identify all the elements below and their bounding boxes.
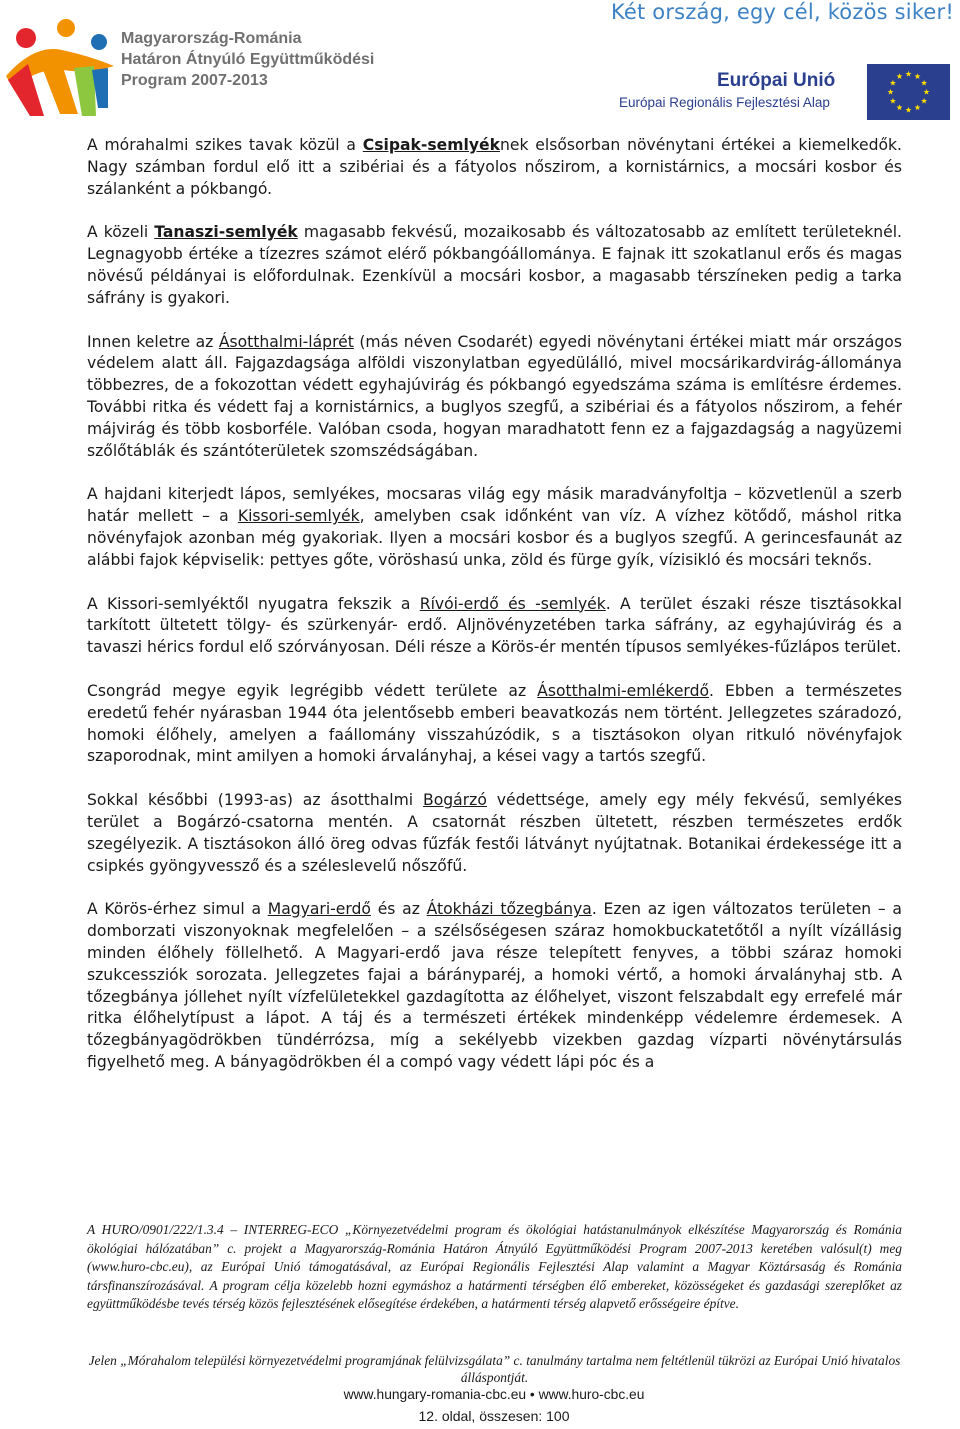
paragraph: Sokkal későbbi (1993-as) az ásotthalmi Bogárzó védettsége, amely egy mély fekvésű, semlyékes terület a Bogárzó-csatorna mentén. A csatornát részben ültetett, részben természetes erdők szegélyezik. A tisztásokon álló öreg odvas fűzfák festői látványt nyújtatnak. Botanikai érdekessége itt a csipkés gyöngyvessző és a széleslevelű nőszőfű. xyxy=(87,791,902,875)
paragraph: Innen keletre az Ásotthalmi-láprét (más néven Csodarét) egyedi növénytani értékei miatt már országos védelem alatt áll. Fajgazdagsága alföldi viszonylatban egyedülálló, mivel mocsárikardvirág-állománya többezres, de a fokozottan védett egyhajúvirág és pókbangó egyedszáma száma is említésre érdemes. További ritka és védett faj a kornistárnics, a buglyos szegfű, a szibériai és a fátyolos nőszirom, a fehér májvirág és több kosborféle. Valóban csoda, hogyan maradhatott fenn ez a fajgazdagság a nagyüzemi szőlőtáblák és szántóterületek szomszédságában. xyxy=(87,332,902,460)
paragraph: A hajdani kiterjedt lápos, semlyékes, mocsaras világ egy másik maradványfoltja – közvetlenül a szerb határ mellett – a Kissori-semlyék, amelyben csak időnként van víz. A vízhez kötődő, máshol ritka növényfajok azonban még gyakoriak. Ilyen a mocsári kosbor és a buglyos szegfű. A gerincesfaunát az alábbi fajok képviselik: pettyes gőte, vöröshasú unka, zöld és fürge gyík, vízisikló és mocsári teknős. xyxy=(87,485,902,569)
place-link-atokhazi[interactable]: Átokházi tőzegbánya xyxy=(426,900,592,919)
place-link-csipak[interactable]: Csipak-semlyék xyxy=(362,136,500,154)
website-links: www.hungary-romania-cbc.eu • www.huro-cbc.eu xyxy=(343,1387,645,1402)
paragraph: A Körös-érhez simul a Magyari-erdő és az Átokházi tőzegbánya. Ezen az igen változatos területen – a domborzati viszonyoknak megfelelően – a szélsőségesen száraz homokbuckatetőtől a nyílt vízállásig minden élőhely föllelhető. A Magyari-erdő java része telepített fenyves, a többi száraz homoki szukcessziók sorozata. Jellegzetes fajai a bárányparéj, a homoki vértő, a homoki árvalányhaj stb. A tőzegbánya jóllehet nyílt vízfelületekkel gazdagította az élőhelyet, viszont felszabdalt egy errefelé már ritka élőhelytípust a lápot. A táj és a természeti értékek mindenképp védelemre érdemesek. A tőzegbányagödrökben tündérrózsa, míg a sekélyebb vizekben gazdag vízparti növénytársulás figyelhető meg. A bányagödrökben él a compó vagy védett lápi póc és a xyxy=(87,900,902,1071)
program-name xyxy=(121,28,374,91)
paragraph: A Kissori-semlyéktől nyugatra fekszik a Rívói-erdő és -semlyék. A terület északi része tisztásokkal tarkított ültetett tölgy- és szürkenyár- erdő. Aljnövényzetében tarka sáfrány, az egyhajúvirág és a tavaszi hérics fordul elő szórványosan. Déli része a Körös-ér mentén típusos semlyékes-fűzlápos terület. xyxy=(87,594,903,657)
project-footnote: A HURO/0901/222/1.3.4 – INTERREG-ECO „Környezetvédelmi program és ökológiai hatástanulmányok elkészítése Magyarország és Románia ökológiai hálózatában” c. projekt a Magyarország-Románia Határon Átnyúló Együttműködési Program 2007-2013 keretében valósul(t) meg (www.huro-cbc.eu), az Európai Unió támogatásával, az Európai Regionális Fejlesztési Alap valamint a Magyar Köztársaság és Románia társfinanszírozásával. A program célja közelebb hozni egymáshoz a határmenti térségben élő embereket, közösségeket és gazdasági szereplőket az együttműködésbe tevés térség közös fejlesztésének elősegítése érdekében, a határmenti térség alapvető erősségeire építve. xyxy=(87,1222,902,1312)
paragraph: Csongrád megye egyik legrégibb védett területe az Ásotthalmi-emlékerdő. Ebben a természetes eredetű fehér nyárasban 1944 óta jelentősebb emberi beavatkozás nem történt. Jellegzetes száradozó, homoki élőhely, amelyen a faállomány visszahúzódik, s a tisztásokon olyan ritkuló növényfajok szaporodnak, mint amilyen a homoki árvalányhaj, a kései vagy a tartós szegfű. xyxy=(87,681,902,766)
program-line: Határon Átnyúló Együttműködési xyxy=(121,51,375,68)
eu-subtitle: Európai Regionális Fejlesztési Alap xyxy=(619,95,830,110)
eu-flag-icon xyxy=(867,64,950,120)
paragraph: A közeli Tanaszi-semlyék magasabb fekvésű, mozaikosabb és változatosabb az említett területeknél. Legnagyobb értéke a tízezres számot elérő pókbangóállománya. E fajnak itt szokatlanul erős és magas növésű példányai is előfordulnak. Ezenkívül a mocsári kosbor, a magasabb térszíneken pedig a tarka sáfrány is gyakori. xyxy=(87,223,903,307)
disclaimer: Jelen „Mórahalom települési környezetvédelmi programjának felülvizsgálata” c. tanulmány tartalma nem feltétlenül tükrözi az Európai Unió hivatalos álláspontját. xyxy=(88,1353,901,1385)
place-link-magyari-erdo[interactable]: Magyari-erdő xyxy=(267,900,371,919)
eu-title: Európai Unió xyxy=(717,70,836,91)
slogan: Két ország, egy cél, közös siker! xyxy=(610,0,954,24)
place-link-rivoi[interactable]: Rívói-erdő és -semlyék xyxy=(419,594,606,613)
place-link-bogarzo[interactable]: Bogárzó xyxy=(423,791,487,810)
place-link-tanaszi[interactable]: Tanaszi-semlyék xyxy=(154,223,298,242)
eu-logo-block xyxy=(619,68,953,123)
program-line: Magyarország-Románia xyxy=(121,30,302,47)
program-logo xyxy=(4,18,116,118)
place-link-asotthalmi-laprert[interactable]: Ásotthalmi-láprét xyxy=(218,332,354,351)
place-link-kissori[interactable]: Kissori-semlyék xyxy=(237,507,360,526)
page-header xyxy=(0,0,960,125)
place-link-emlekerdo[interactable]: Ásotthalmi-emlékerdő xyxy=(537,681,710,700)
paragraph: A mórahalmi szikes tavak közül a Csipak-semlyéknek elsősorban növénytani értékei a kiemelkedők. Nagy számban fordul elő itt a szibériai és a fátyolos nőszirom, a kornistárnics, a mocsári kosbor és szálanként a pókbangó. xyxy=(87,136,902,198)
main-text xyxy=(87,135,902,1096)
program-line: Program 2007-2013 xyxy=(121,72,268,89)
page-number: 12. oldal, összesen: 100 xyxy=(418,1408,570,1424)
